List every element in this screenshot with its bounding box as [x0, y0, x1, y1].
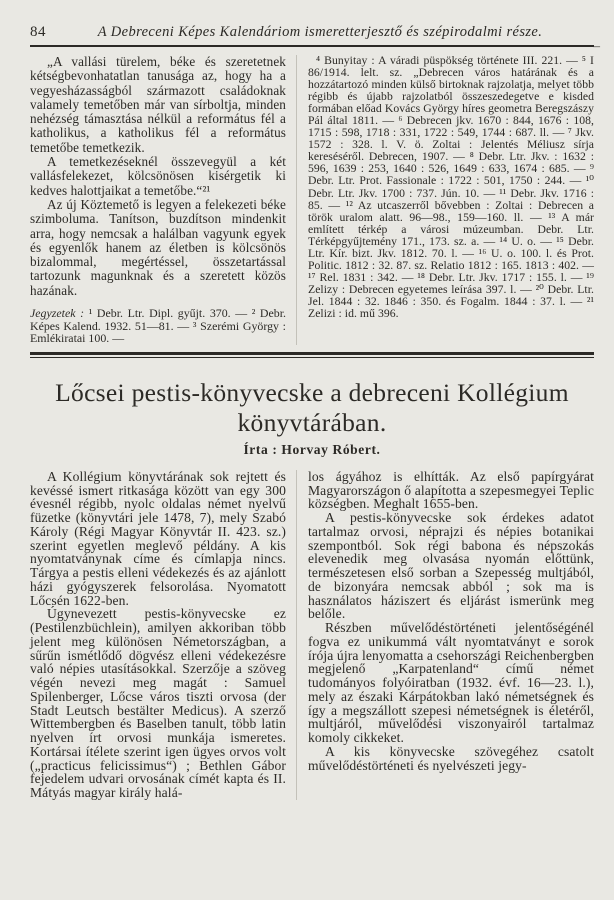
paragraph: A pestis-könyvecske sok érdekes adatot tartalmaz orvosi, néprajzi és népies botanikai szempontból. Sok régi babona és népszokás elevenedik meg olvasása nyomán előttünk, természetesen első sorban a Szepesség multjából, de bizonyára nemcsak abból ; sok ma is használatos háziszert és eljárást ismerünk meg belőle. — [308, 510, 594, 622]
footnotes-right-block: ⁴ Bunyitay : A váradi püspökség története III. 221. — ⁵ I 86/1914. lelt. sz. „Debrecen város határának és a hozzátartozó minden külső birtoknak rajzolatja, melyet több régibb és újabb rajzolatból összeszedegetve e kisded formában előad Kovács György híres geometra Beregszászy Pál által 1811. — ⁶ Debrecen jkv. 1670 : 844, 1676 : 108, 1715 : 598, 1718 : 331, 1722 : 549, 1744 : 687. ll. — ⁷ Jkv. 1572 : 328. l. V. ö. Zoltai : Jelentés Méliusz sírja kereséséről. Debrecen, 1907. — ⁸ Debr. Ltr. Jkv. : 1632 : 596, 1639 : 253, 1640 : 526, 1649 : 633, 1674 : 685. — ⁹ Debr. Ltr. Prot. Fassionale : 1722 : 501, 1750 : 244. — ¹⁰ Debr. Ltr. Jkv. 1700 : 737. Jún. 10. — ¹¹ Debr. Jkv. 1716 : 85. — ¹² Az utcaszerről bővebben : Zoltai : Debrecen a török uralom alatt. 96—98., 159—160. ll. — ¹³ A már említett térkép a városi múzeumban. Debr. Ltr. Térképgyűjtemény 171., 173. sz. a. — ¹⁴ U. o. — ¹⁵ Debr. Ltr. Kír. bizt. Jkv. 1812. 70. l. — ¹⁶ U. o. 100. l. és Prot. Politic. 1812 : 32. 87. sz. Relatio 1812 : 165. 1813 : 402. — ¹⁷ Rel. 1831 : 342. — ¹⁸ Debr. Ltr. Jkv. 1717 : 155. l. — ¹⁹ Zelizy : Debrecen egyetemes leírása 397. l. — ²⁰ Debr. Ltr. Jel. 1844 : 32. 1846 : 350. és Fogalm. 1844 : 37. l. — ²¹ Zelizi : id. mű 396. — [308, 54, 594, 320]
footnotes-left-block — [30, 307, 286, 345]
byline-label: Írta : — [243, 441, 278, 457]
paragraph: „A vallási türelem, béke és szeretetnek kétségbevonhatatlan tanusága az, hogy ha a vegyesházasságból származott családoknak valamely temetőben már van sírboltja, minden nehézség támasztása nélkül a református fél a katholikus, a katholikus fél a református temetőbe temetkezik. — [30, 54, 286, 155]
paragraph: los ágyához is elhítták. Az első papírgyárat Magyarországon ő alapította a szepesmegyei Teplic községben. Meghalt 1655-ben. — [308, 468, 594, 512]
page-header — [30, 24, 600, 53]
section-divider-rule — [30, 352, 594, 358]
footnotes-left-text: ¹ Debr. Ltr. Dipl. gyűjt. 370. — ² Debr. Képes Kalend. 1932. 51—81. — ³ Szerémi György : Emlékiratai 100. — — [30, 306, 287, 346]
article-body — [30, 470, 594, 800]
top-right-column — [296, 55, 594, 345]
byline-author: Horvay Róbert. — [281, 441, 381, 457]
paragraph: Az új Köztemető is legyen a felekezeti béke szimboluma. Tanítson, buzdítson mindenkit arra, hogy nemcsak a halálban vagyunk egyek és egyenlők hanem az életben is kölcsönös bizalommal, megértéssel, összetartással tartozunk magunknak és a szeretett közös hazának. — [30, 196, 286, 298]
paragraph: A Kollégium könyvtárának sok rejtett és kevéssé ismert ritkasága között van egy 300 évesnél régibb, nyolc oldalas német nyelvű füzetke (könyvtári jele 1478, 7), mely Szabó Károly (Régi Magyar Könyvtár II. 423. sz.) szerint egyetlen meglevő példány. A kis nyomtatványnak címe és címlapja nincs. Tárgya a pestis elleni védekezés és az ajánlott házi gyógyszerek felsorolása. Nyomatott Lőcsén 1622-ben. — [30, 468, 286, 608]
article-title-line1: Lőcsei pestis-könyvecske a debreceni Kollégium — [55, 377, 569, 407]
paragraph: A temetkezéseknél összevegyül a két vallásfelekezet, kölcsönösen kisérgetik ki kedves halottjaikat a temetőbe.“²¹ — [30, 154, 286, 198]
page-number: 84 — [30, 24, 46, 40]
footnotes-label: Jegyzetek : — [30, 306, 85, 321]
header-dash-mark: – — [593, 38, 600, 53]
body-right-column — [296, 470, 594, 800]
running-title: A Debreceni Képes Kalendáriom ismeretterjesztő és szépirodalmi része. — [97, 24, 543, 40]
paragraph: Úgynevezett pestis-könyvecske ez (Pestilenzbüchlein), amilyen akkoriban több jelent meg különösen Németországban, a sűrűn ismétlődő dögvész elleni védekezésre való népies utasításokkal. Szerzője a szöveg végén nevezi meg magát : Samuel Spilenberger, Lőcse város tiszti orvosa (der Stadt Leutsch bestälter Medicus). A szerző Wittembergben és Baselben tanult, több latin nyelven írt orvosi munkája ismeretes. Kortársai ítélete szerint igen ügyes orvos volt („practicus felicissimus“) ; Bethlen Gábor fejedelem udvari orvosának címét kapta és II. Mátyás magyar király halá- — [30, 606, 286, 801]
top-left-column — [30, 55, 296, 345]
article-title — [30, 378, 594, 438]
body-left-column — [30, 470, 296, 800]
paragraph: Részben művelődéstörténeti jelentőségénél fogva ez unikummá vált nyomtatványt e sorok írója újra lenyomatta a csehországi Reichenbergben megjelenő „Karpatenland“ című német tudományos folyóiratban (1932. évf. 16—23. l.), mely az északi Kárpátokban lakó németségnek és így a megszállott szepesi németségnek is életéről, multjáról, művelődési viszonyairól tartalmaz komoly cikkeket. — [308, 620, 594, 746]
top-section — [30, 55, 594, 345]
article-title-line2: könyvtárában. — [237, 407, 387, 437]
article-byline — [30, 442, 594, 458]
paragraph: A kis könyvecske szövegéhez csatolt művelődéstörténeti és nyelvészeti jegy- — [308, 743, 594, 773]
